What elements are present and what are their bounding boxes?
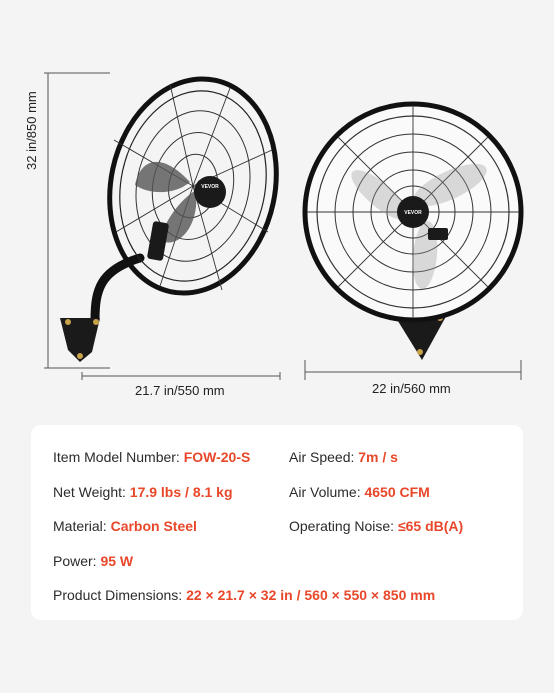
spec-weight (53, 484, 233, 500)
spec-noise-label: Operating Noise: (289, 518, 398, 534)
side-fan-logo: VEVOR (201, 184, 219, 190)
spec-air-speed (289, 449, 398, 465)
spec-noise-value: ≤65 dB(A) (397, 518, 464, 534)
spec-dimensions (53, 587, 435, 603)
spec-model-value: FOW-20-S (183, 449, 251, 465)
spec-air-volume-value: 4650 CFM (364, 484, 430, 500)
height-dimension-label: 32 in/850 mm (24, 91, 39, 170)
spec-power-label: Power: (53, 553, 101, 569)
spec-air-speed-label: Air Speed: (289, 449, 359, 465)
spec-material (53, 518, 197, 534)
spec-model-label: Item Model Number: (53, 449, 184, 465)
spec-weight-value: 17.9 lbs / 8.1 kg (129, 484, 233, 500)
front-view-fan (305, 104, 521, 360)
spec-card (31, 425, 523, 620)
side-width-dimension-label: 21.7 in/550 mm (135, 383, 225, 398)
spec-air-volume (289, 484, 430, 500)
spec-power (53, 553, 133, 569)
spec-dimensions-value: 22 × 21.7 × 32 in / 560 × 550 × 850 mm (186, 587, 436, 603)
spec-material-label: Material: (53, 518, 111, 534)
spec-model (53, 449, 250, 465)
spec-air-volume-label: Air Volume: (289, 484, 365, 500)
spec-power-value: 95 W (100, 553, 134, 569)
spec-noise (289, 518, 463, 534)
front-width-dimension-label: 22 in/560 mm (372, 381, 451, 396)
spec-material-value: Carbon Steel (110, 518, 197, 534)
spec-weight-label: Net Weight: (53, 484, 130, 500)
spec-air-speed-value: 7m / s (358, 449, 398, 465)
front-fan-logo: VEVOR (404, 210, 422, 216)
side-view-fan (60, 63, 296, 362)
spec-dimensions-label: Product Dimensions: (53, 587, 187, 603)
